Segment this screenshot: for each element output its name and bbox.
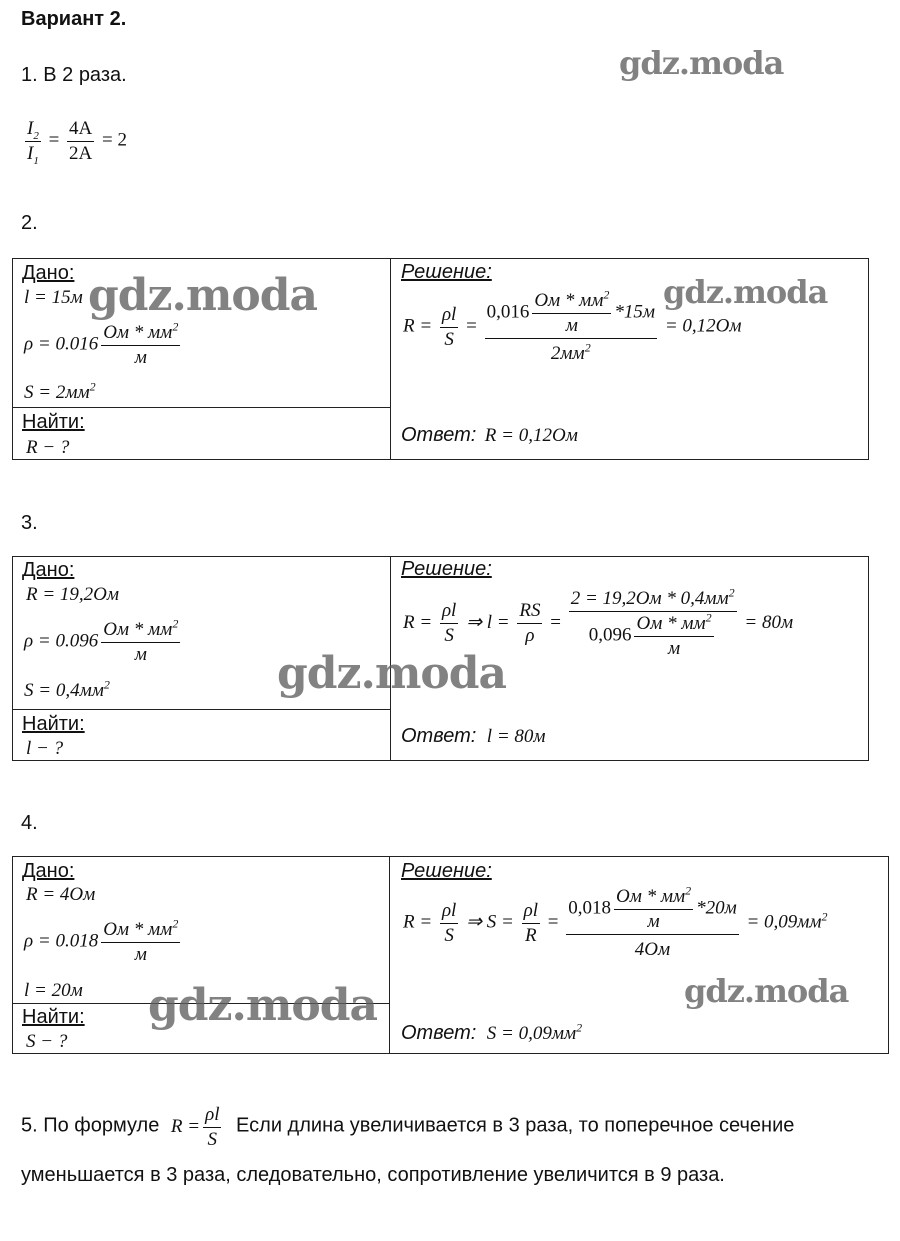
q2-given-area: $S = 2мм^2$	[24, 379, 96, 403]
q4-given-label: Дано:	[22, 860, 75, 882]
q4-find-label: Найти:	[22, 1006, 85, 1028]
q2-given-resistivity: ρ = 0.016 $\frac{Ом * мм^2}{м}$	[24, 319, 179, 368]
q4-solution-formula: R = $\frac{\rho l}{S}$ ⇒ S = $\frac{\rho l}{R}$ = 0,018 $\frac{Ом * мм^2}{м}$ *20м 4Ом = $0,09мм^2$	[403, 883, 828, 960]
q4-find-value: S − ?	[26, 1031, 68, 1052]
q3-given-label: Дано:	[22, 559, 75, 581]
q3-answer: Ответ: l = 80м	[401, 725, 546, 747]
q5-paragraph-line2: уменьшается в 3 раза, следовательно, сопротивление увеличится в 9 раза.	[21, 1164, 725, 1186]
q4-given-length: l = 20м	[24, 980, 83, 1001]
q2-answer: Ответ: R = 0,12Ом	[401, 424, 578, 446]
q3-solution-formula: R = $\frac{\rho l}{S}$ ⇒ l = $\frac{RS}{\rho}$ = $2 = 19,2Ом * 0,4мм^2$ 0,096 $\frac{Ом * мм^2}{м}$ = 80м	[403, 585, 794, 659]
q2-given-length: l = 15м	[24, 287, 83, 308]
page-title: Вариант 2.	[21, 8, 127, 30]
q3-find-value: l − ?	[26, 738, 64, 759]
q2-solution-label: Решение:	[401, 261, 492, 283]
q2-solution-formula: R = $\frac{\rho l}{S}$ = 0,016 $\frac{Ом * мм^2}{м}$ *15м $2мм^2$ = 0,12Ом	[403, 287, 742, 364]
watermark-q4-left: gdz.moda	[148, 980, 378, 1031]
q2-given-label: Дано:	[22, 262, 75, 284]
q4-given-resistivity: ρ = 0.018 $\frac{Ом * мм^2}{м}$	[24, 916, 179, 965]
watermark-q2-right: gdz.moda	[663, 273, 828, 311]
q3-number: 3.	[21, 512, 38, 534]
q4-solution-label: Решение:	[401, 860, 492, 882]
q2-number: 2.	[21, 212, 38, 234]
watermark-q3: gdz.moda	[277, 648, 507, 699]
q2-find-label: Найти:	[22, 411, 85, 433]
q3-solution-label: Решение:	[401, 558, 492, 580]
q3-given-area: $S = 0,4мм^2$	[24, 677, 110, 701]
q2-find-value: R − ?	[26, 437, 70, 458]
q1-answer-text: 1. В 2 раза.	[21, 64, 127, 86]
q3-given-resistance: R = 19,2Ом	[26, 584, 120, 605]
q3-find-label: Найти:	[22, 713, 85, 735]
watermark-q4-right: gdz.moda	[684, 972, 849, 1010]
q4-answer: Ответ: $S = 0,09мм^2$	[401, 1020, 583, 1044]
q1-formula: $\frac{I_2}{I_1}$ = $\frac{4A}{2A}$ = 2	[27, 118, 127, 167]
q3-given-resistivity: ρ = 0.096 $\frac{Ом * мм^2}{м}$	[24, 616, 179, 665]
q5-paragraph-line1: 5. По формуле R = $\frac{\rho l}{S}$ Если длина увеличивается в 3 раза, то поперечное сечение	[21, 1104, 795, 1150]
q4-number: 4.	[21, 812, 38, 834]
watermark-q2-left: gdz.moda	[88, 270, 318, 321]
q4-given-resistance: R = 4Ом	[26, 884, 96, 905]
watermark-top: gdz.moda	[619, 44, 784, 82]
